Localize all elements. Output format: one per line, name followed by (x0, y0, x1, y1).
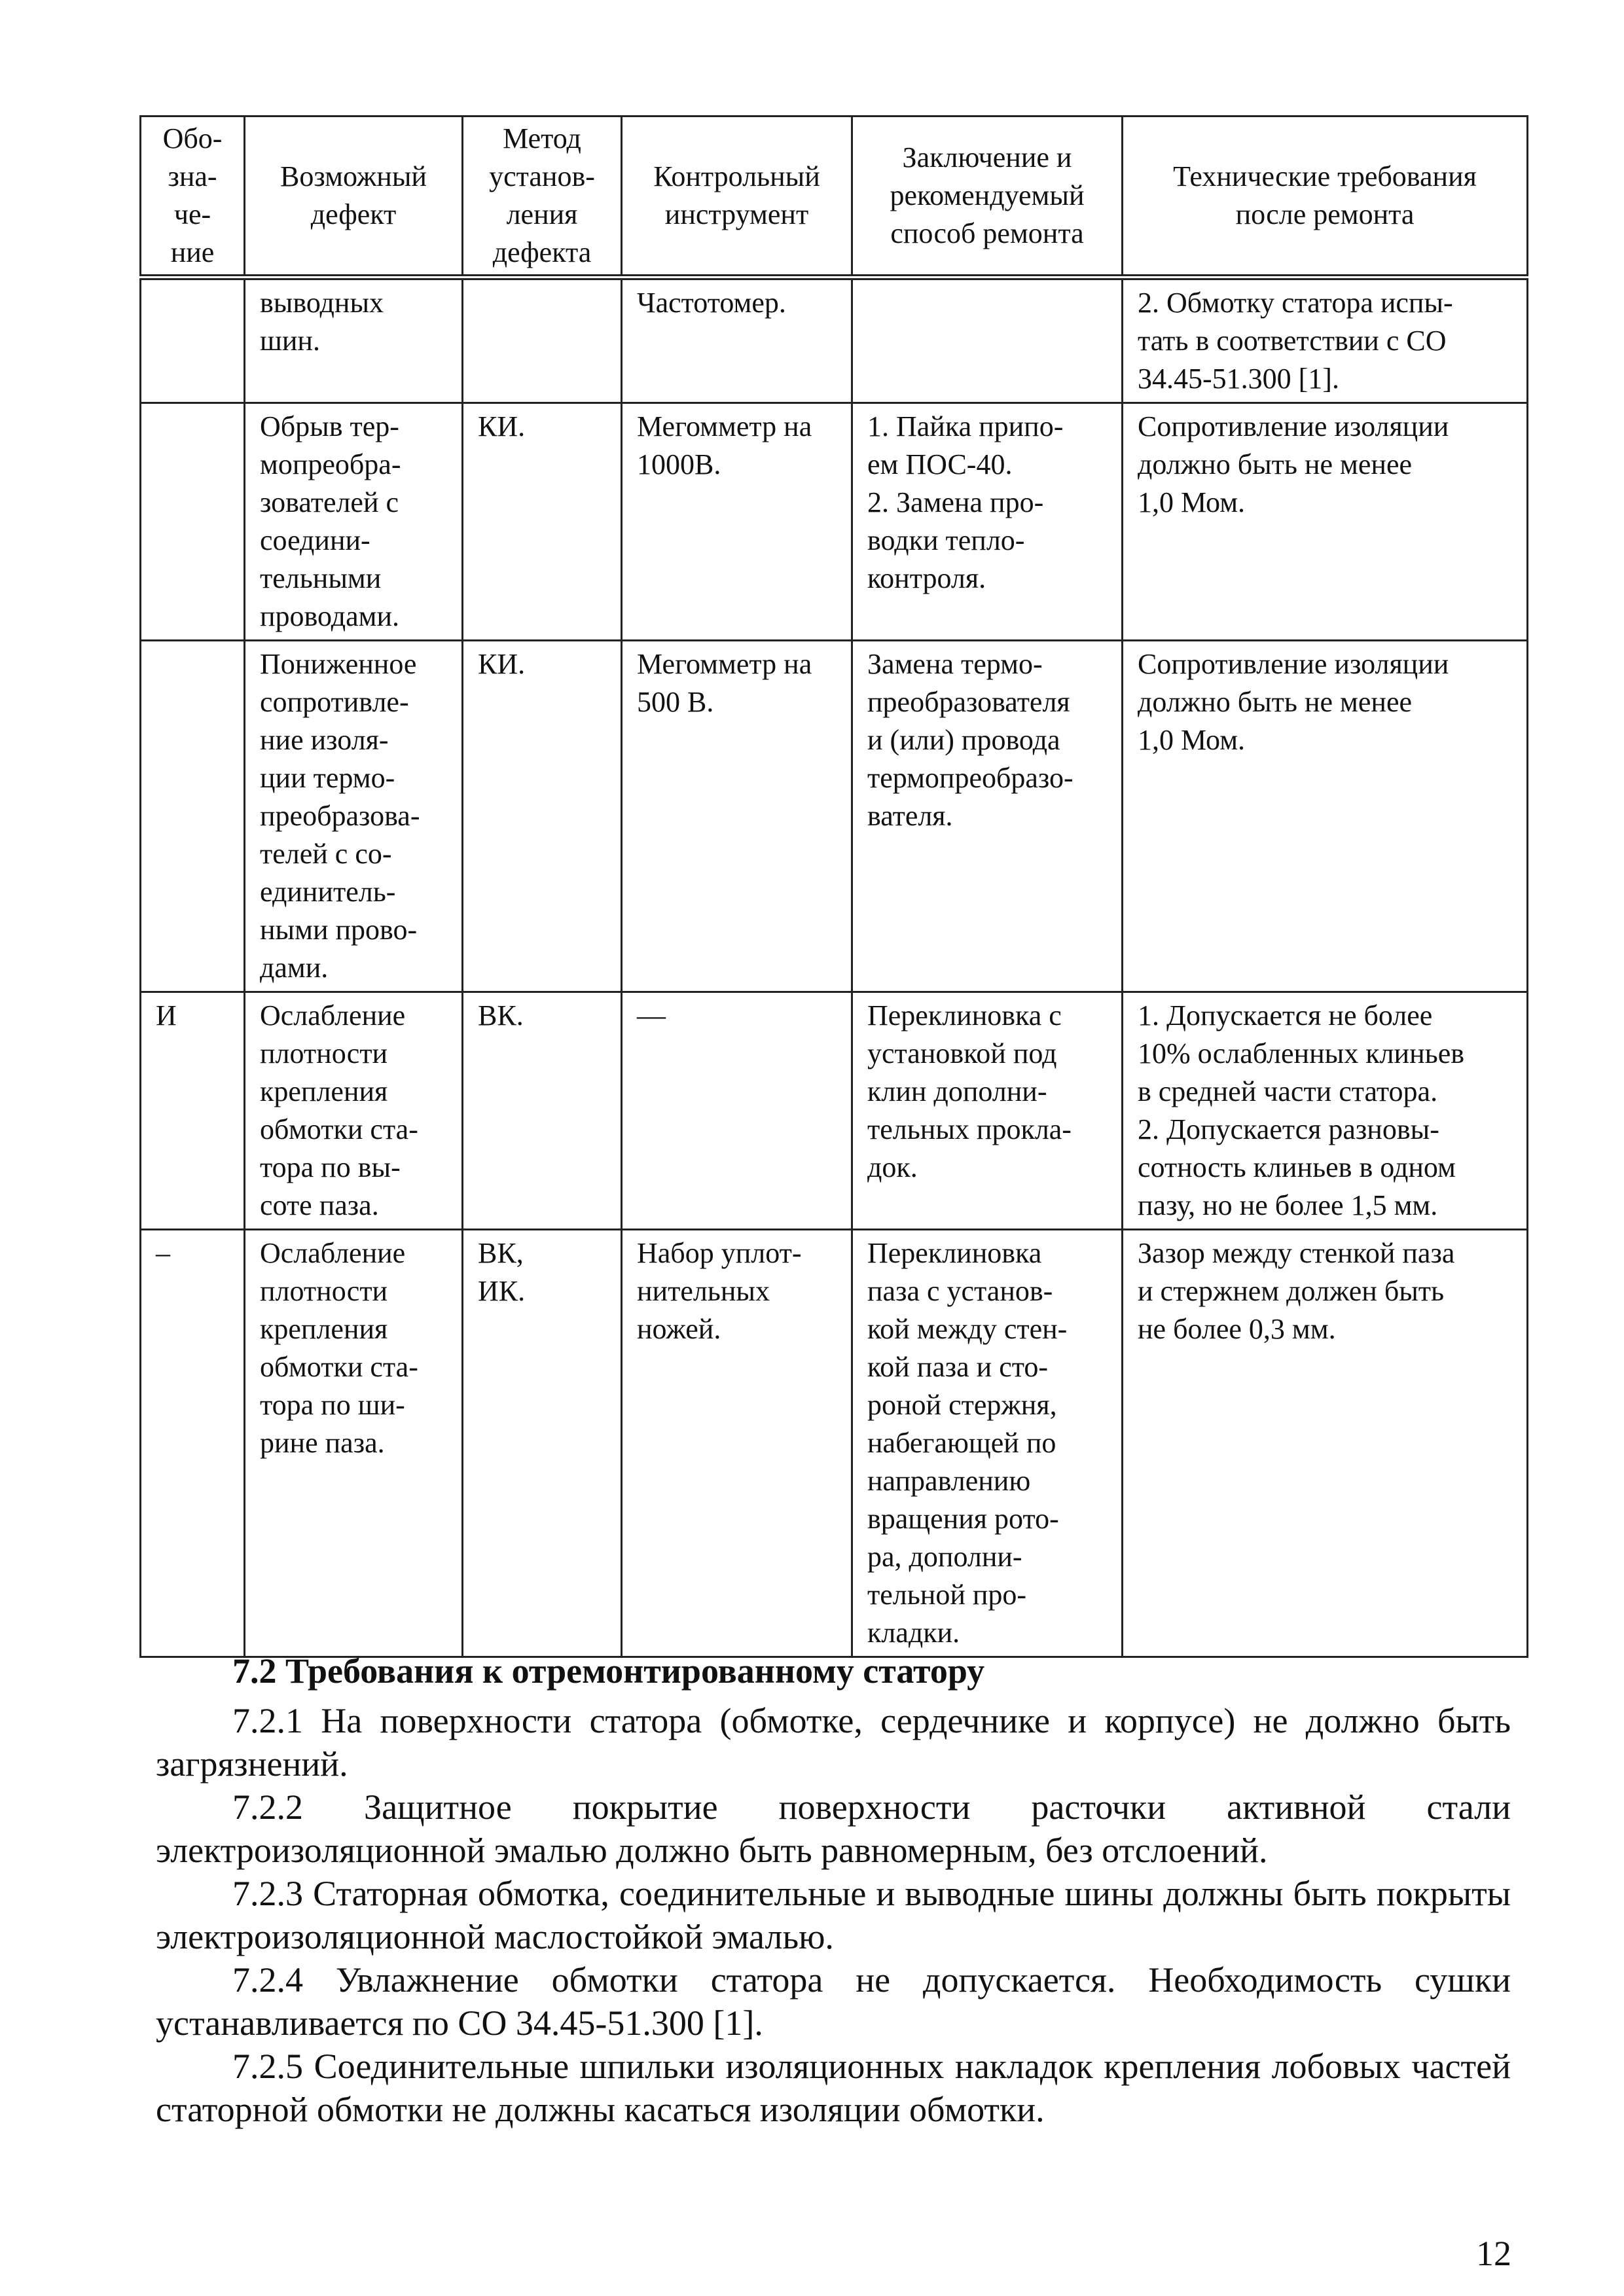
header-defect: Возможный дефект (245, 117, 463, 278)
page-number: 12 (1476, 2234, 1511, 2273)
cell-method: КИ. (463, 641, 622, 992)
paragraph-7-2-4: 7.2.4 Увлажнение обмотки статора не допускается. Необходимость сушки устанавливается по СО 34.45-51.300 [1]. (156, 1960, 1511, 2043)
defects-table (139, 115, 1528, 1658)
cell-requirements: Сопротивление изоляции должно быть не менее 1,0 Мом. (1123, 641, 1528, 992)
cell-method: ВК, ИК. (463, 1230, 622, 1657)
cell-designation (141, 403, 245, 641)
table-row (141, 992, 1528, 1230)
table-body (141, 278, 1528, 1657)
cell-defect: Ослабление плотности крепления обмотки ста- тора по ши- рине паза. (245, 1230, 463, 1657)
cell-defect: Ослабление плотности крепления обмотки ста- тора по вы- соте паза. (245, 992, 463, 1230)
cell-conclusion (852, 278, 1123, 403)
cell-conclusion: 1. Пайка припо- ем ПОС-40. 2. Замена про- водки тепло- контроля. (852, 403, 1123, 641)
cell-defect: Обрыв тер- мопреобра- зователей с соедини- тельными проводами. (245, 403, 463, 641)
cell-defect: Пониженное сопротивле- ние изоля- ции термо- преобразова- телей с со- единитель- ными прово- дами. (245, 641, 463, 992)
cell-instrument: — (622, 992, 852, 1230)
cell-designation: И (141, 992, 245, 1230)
table-header (141, 117, 1528, 278)
cell-instrument: Мегомметр на 500 В. (622, 641, 852, 992)
cell-designation (141, 278, 245, 403)
cell-conclusion: Замена термо- преобразователя и (или) провода термопреобразо- вателя. (852, 641, 1123, 992)
paragraph-7-2-3: 7.2.3 Статорная обмотка, соединительные и выводные шины должны быть покрыты электроизоляционной маслостойкой эмалью. (156, 1874, 1511, 1956)
cell-conclusion: Переклиновка с установкой под клин дополни- тельных прокла- док. (852, 992, 1123, 1230)
cell-method: ВК. (463, 992, 622, 1230)
table-row (141, 641, 1528, 992)
header-designation: Обо- зна- че- ние (141, 117, 245, 278)
header-instrument: Контрольный инструмент (622, 117, 852, 278)
cell-instrument: Набор уплот- нительных ножей. (622, 1230, 852, 1657)
table-row (141, 403, 1528, 641)
cell-instrument: Частотомер. (622, 278, 852, 403)
cell-method: КИ. (463, 403, 622, 641)
cell-designation (141, 641, 245, 992)
cell-method (463, 278, 622, 403)
paragraph-7-2-2: 7.2.2 Защитное покрытие поверхности расточки активной стали электроизоляционной эмалью должно быть равномерным, без отслоений. (156, 1787, 1511, 1870)
cell-designation: – (141, 1230, 245, 1657)
paragraph-7-2-5: 7.2.5 Соединительные шпильки изоляционных накладок крепления лобовых частей статорной обмотки не должны касаться изоляции обмотки. (156, 2047, 1511, 2129)
paragraph-7-2-1: 7.2.1 На поверхности статора (обмотке, сердечнике и корпусе) не должно быть загрязнений. (156, 1701, 1511, 1784)
header-method: Метод установ- ления дефекта (463, 117, 622, 278)
cell-requirements: Зазор между стенкой паза и стержнем должен быть не более 0,3 мм. (1123, 1230, 1528, 1657)
cell-requirements: 1. Допускается не более 10% ослабленных клиньев в средней части статора. 2. Допускается разновы- сотность клиньев в одном пазу, но не более 1,5 мм. (1123, 992, 1528, 1230)
cell-instrument: Мегомметр на 1000В. (622, 403, 852, 641)
table-header-row (141, 117, 1528, 278)
header-conclusion: Заключение и рекомендуемый способ ремонта (852, 117, 1123, 278)
table-row (141, 1230, 1528, 1657)
cell-conclusion: Переклиновка паза с установ- кой между стен- кой паза и сто- роной стержня, набегающей по направлению вращения рото- ра, дополни- тельной про- кладки. (852, 1230, 1123, 1657)
section-heading: 7.2 Требования к отремонтированному статору (232, 1651, 985, 1691)
cell-requirements: 2. Обмотку статора испы- тать в соответствии с СО 34.45-51.300 [1]. (1123, 278, 1528, 403)
table-row (141, 278, 1528, 403)
cell-defect: выводных шин. (245, 278, 463, 403)
header-requirements: Технические требования после ремонта (1123, 117, 1528, 278)
cell-requirements: Сопротивление изоляции должно быть не менее 1,0 Мом. (1123, 403, 1528, 641)
